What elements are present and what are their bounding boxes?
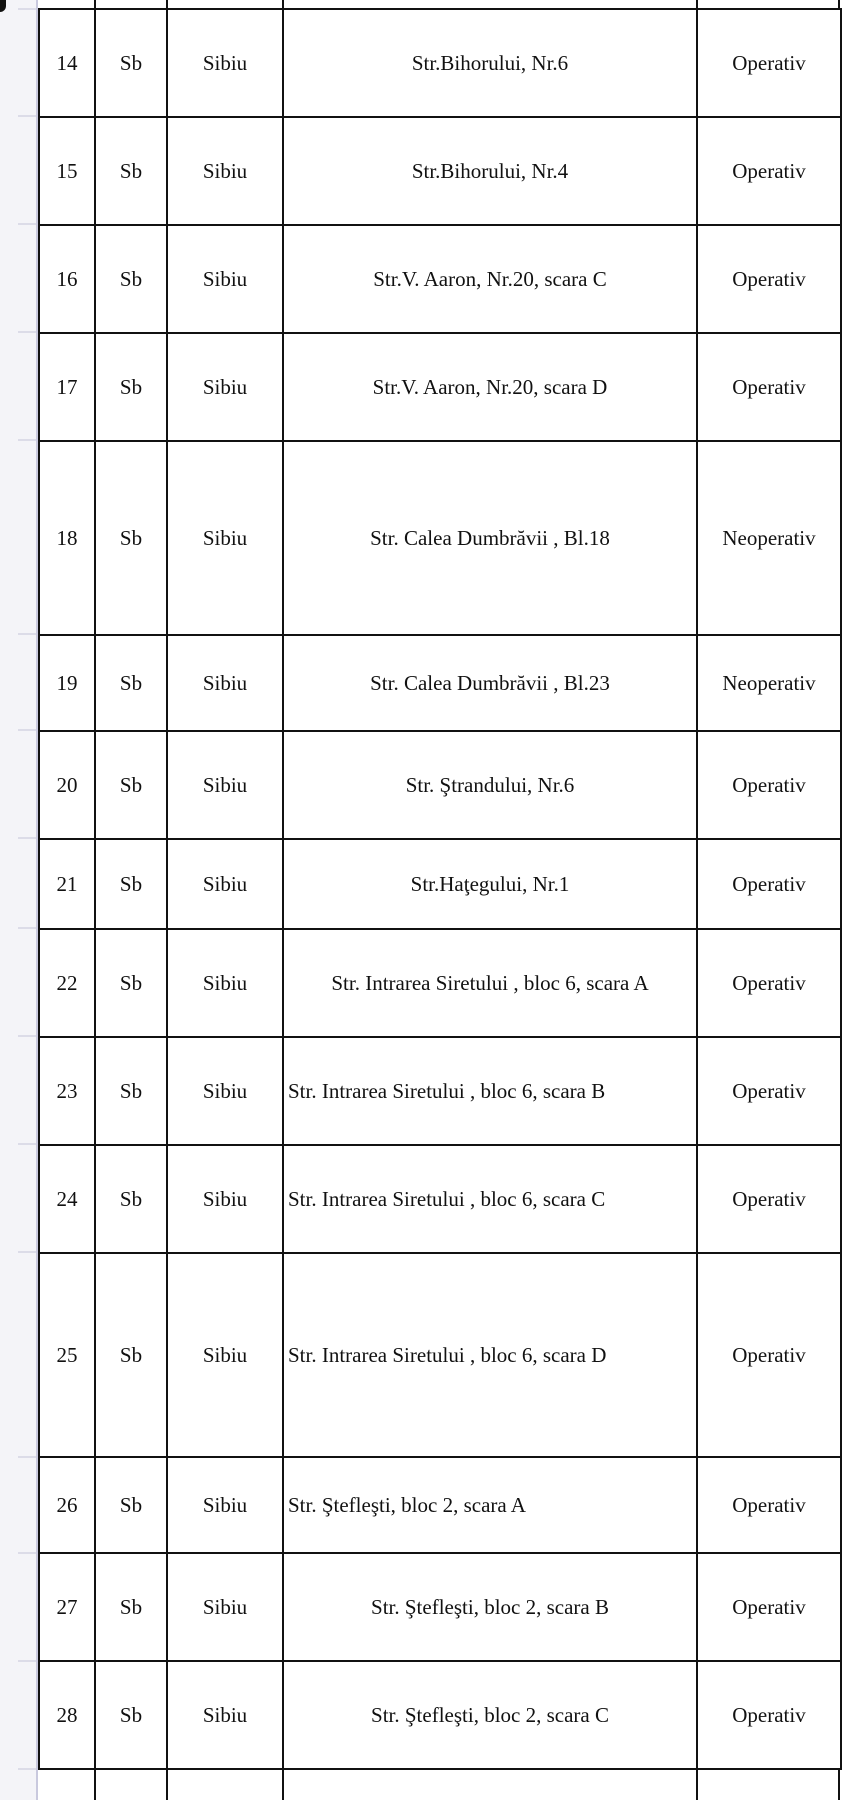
column-rule bbox=[94, 0, 96, 8]
column-rule bbox=[696, 1770, 698, 1800]
locations-table bbox=[38, 8, 842, 1770]
row-number: 14 bbox=[39, 9, 95, 117]
county-code: Sb bbox=[95, 1253, 167, 1457]
city: Sibiu bbox=[167, 731, 283, 839]
city: Sibiu bbox=[167, 225, 283, 333]
county-code: Sb bbox=[95, 117, 167, 225]
city: Sibiu bbox=[167, 9, 283, 117]
address: Str.Bihorului, Nr.4 bbox=[283, 117, 697, 225]
row-number: 25 bbox=[39, 1253, 95, 1457]
status: Operativ bbox=[697, 333, 841, 441]
city: Sibiu bbox=[167, 839, 283, 929]
county-code: Sb bbox=[95, 9, 167, 117]
gutter-rule bbox=[18, 729, 36, 731]
gutter-rule bbox=[18, 8, 36, 10]
row-number: 21 bbox=[39, 839, 95, 929]
status: Neoperativ bbox=[697, 635, 841, 731]
table-row bbox=[39, 117, 841, 225]
city: Sibiu bbox=[167, 1145, 283, 1253]
status: Operativ bbox=[697, 1253, 841, 1457]
city: Sibiu bbox=[167, 117, 283, 225]
county-code: Sb bbox=[95, 225, 167, 333]
status: Operativ bbox=[697, 225, 841, 333]
gutter-rule bbox=[18, 1035, 36, 1037]
address: Str. Intrarea Siretului , bloc 6, scara D bbox=[283, 1253, 697, 1457]
county-code: Sb bbox=[95, 333, 167, 441]
status: Neoperativ bbox=[697, 441, 841, 635]
county-code: Sb bbox=[95, 1145, 167, 1253]
row-number: 28 bbox=[39, 1661, 95, 1769]
column-rule bbox=[838, 0, 840, 8]
row-number: 24 bbox=[39, 1145, 95, 1253]
table-row bbox=[39, 1253, 841, 1457]
table-row bbox=[39, 1661, 841, 1769]
county-code: Sb bbox=[95, 1661, 167, 1769]
address: Str. Intrarea Siretului , bloc 6, scara A bbox=[283, 929, 697, 1037]
gutter-rule bbox=[18, 633, 36, 635]
status: Operativ bbox=[697, 117, 841, 225]
gutter-rule bbox=[18, 1660, 36, 1662]
column-rule bbox=[696, 0, 698, 8]
row-number: 17 bbox=[39, 333, 95, 441]
address: Str. Ştrandului, Nr.6 bbox=[283, 731, 697, 839]
city: Sibiu bbox=[167, 1553, 283, 1661]
gutter-rule bbox=[18, 1456, 36, 1458]
row-number: 22 bbox=[39, 929, 95, 1037]
city: Sibiu bbox=[167, 441, 283, 635]
column-rule bbox=[166, 1770, 168, 1800]
column-rule bbox=[282, 1770, 284, 1800]
page-margin-gutter bbox=[0, 0, 38, 1800]
table-row bbox=[39, 9, 841, 117]
table-row bbox=[39, 1553, 841, 1661]
row-number: 18 bbox=[39, 441, 95, 635]
column-rule bbox=[166, 0, 168, 8]
address: Str. Calea Dumbrăvii , Bl.23 bbox=[283, 635, 697, 731]
address: Str. Intrarea Siretului , bloc 6, scara C bbox=[283, 1145, 697, 1253]
address: Str.Haţegului, Nr.1 bbox=[283, 839, 697, 929]
table-row bbox=[39, 635, 841, 731]
table-row bbox=[39, 333, 841, 441]
address: Str.V. Aaron, Nr.20, scara C bbox=[283, 225, 697, 333]
county-code: Sb bbox=[95, 635, 167, 731]
city: Sibiu bbox=[167, 635, 283, 731]
column-rule bbox=[282, 0, 284, 8]
city: Sibiu bbox=[167, 333, 283, 441]
gutter-rule bbox=[18, 1768, 36, 1770]
status: Operativ bbox=[697, 1661, 841, 1769]
county-code: Sb bbox=[95, 1037, 167, 1145]
county-code: Sb bbox=[95, 1457, 167, 1553]
status: Operativ bbox=[697, 9, 841, 117]
county-code: Sb bbox=[95, 731, 167, 839]
county-code: Sb bbox=[95, 441, 167, 635]
address: Str. Ştefleşti, bloc 2, scara B bbox=[283, 1553, 697, 1661]
gutter-rule bbox=[18, 115, 36, 117]
table-row bbox=[39, 225, 841, 333]
address: Str.Bihorului, Nr.6 bbox=[283, 9, 697, 117]
city: Sibiu bbox=[167, 1457, 283, 1553]
gutter-rule bbox=[18, 837, 36, 839]
address: Str. Intrarea Siretului , bloc 6, scara B bbox=[283, 1037, 697, 1145]
status: Operativ bbox=[697, 1457, 841, 1553]
status: Operativ bbox=[697, 1145, 841, 1253]
county-code: Sb bbox=[95, 1553, 167, 1661]
row-number: 26 bbox=[39, 1457, 95, 1553]
address: Str. Ştefleşti, bloc 2, scara C bbox=[283, 1661, 697, 1769]
gutter-rule bbox=[18, 1143, 36, 1145]
address: Str. Calea Dumbrăvii , Bl.18 bbox=[283, 441, 697, 635]
table-row bbox=[39, 1457, 841, 1553]
column-rule bbox=[94, 1770, 96, 1800]
city: Sibiu bbox=[167, 1253, 283, 1457]
address: Str. Ştefleşti, bloc 2, scara A bbox=[283, 1457, 697, 1553]
status: Operativ bbox=[697, 839, 841, 929]
status: Operativ bbox=[697, 1553, 841, 1661]
column-rule bbox=[838, 1770, 840, 1800]
row-number: 15 bbox=[39, 117, 95, 225]
county-code: Sb bbox=[95, 929, 167, 1037]
gutter-rule bbox=[18, 439, 36, 441]
table-row bbox=[39, 839, 841, 929]
table-row bbox=[39, 1145, 841, 1253]
county-code: Sb bbox=[95, 839, 167, 929]
city: Sibiu bbox=[167, 1037, 283, 1145]
address: Str.V. Aaron, Nr.20, scara D bbox=[283, 333, 697, 441]
gutter-rule bbox=[18, 1552, 36, 1554]
row-number: 16 bbox=[39, 225, 95, 333]
status: Operativ bbox=[697, 731, 841, 839]
row-number: 27 bbox=[39, 1553, 95, 1661]
table-row bbox=[39, 1037, 841, 1145]
gutter-rule bbox=[18, 331, 36, 333]
gutter-rule bbox=[18, 1251, 36, 1253]
table-row bbox=[39, 441, 841, 635]
row-number: 20 bbox=[39, 731, 95, 839]
gutter-rule bbox=[18, 927, 36, 929]
table-row bbox=[39, 929, 841, 1037]
city: Sibiu bbox=[167, 1661, 283, 1769]
row-number: 23 bbox=[39, 1037, 95, 1145]
city: Sibiu bbox=[167, 929, 283, 1037]
table-row bbox=[39, 731, 841, 839]
status: Operativ bbox=[697, 1037, 841, 1145]
status: Operativ bbox=[697, 929, 841, 1037]
row-number: 19 bbox=[39, 635, 95, 731]
gutter-rule bbox=[18, 223, 36, 225]
